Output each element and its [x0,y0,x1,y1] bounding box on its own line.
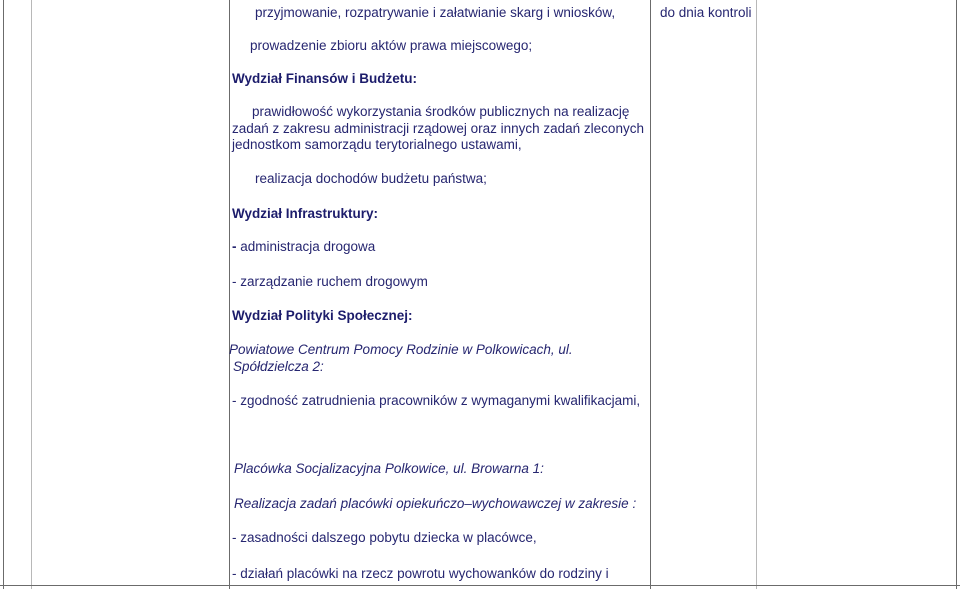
section-heading-finanse: Wydział Finansów i Budżetu: [232,71,418,86]
unit-name: Powiatowe Centrum Pomocy Rodzinie w Polkowicach, ul. [229,342,573,357]
table-divider [650,0,651,589]
section-heading-polityka: Wydział Polityki Społecznej: [232,308,413,323]
table-row-border-bottom [0,585,960,586]
scope-line: prawidłowość wykorzystania środków publicznych na realizację [252,104,630,119]
scope-line: - zasadności dalszego pobytu dziecka w placówce, [232,530,537,545]
table-divider [756,0,757,589]
table-border-right [956,0,957,589]
unit-scope: Realizacja zadań placówki opiekuńczo–wychowawczej w zakresie : [234,496,637,511]
table-border-left [3,0,4,589]
scope-line: jednostkom samorządu terytorialnego ustawami, [232,137,522,152]
scope-line: zadań z zakresu administracji rządowej oraz innych zadań zleconych [232,121,644,136]
unit-name: Spółdzielcza 2: [233,359,324,374]
table-divider [31,0,32,589]
scope-line: prowadzenie zbioru aktów prawa miejscowego; [250,38,533,53]
scope-line: - zgodność zatrudnienia pracowników z wymaganymi kwalifikacjami, [232,393,641,408]
scope-line: - zarządzanie ruchem drogowym [232,274,428,289]
scope-line: - działań placówki na rzecz powrotu wychowanków do rodziny i [232,566,609,581]
scope-line: realizacja dochodów budżetu państwa; [255,171,487,186]
unit-name: Placówka Socjalizacyjna Polkowice, ul. Browarna 1: [234,461,544,476]
section-heading-infrastruktura: Wydział Infrastruktury: [232,206,379,221]
dash-marker: - [232,239,237,254]
deadline-cell: do dnia kontroli [660,5,752,20]
scope-line [232,239,375,255]
scope-line: przyjmowanie, rozpatrywanie i załatwianie skarg i wniosków, [255,5,616,20]
table-divider [229,0,230,589]
scope-line-text: administracja drogowa [236,239,376,254]
